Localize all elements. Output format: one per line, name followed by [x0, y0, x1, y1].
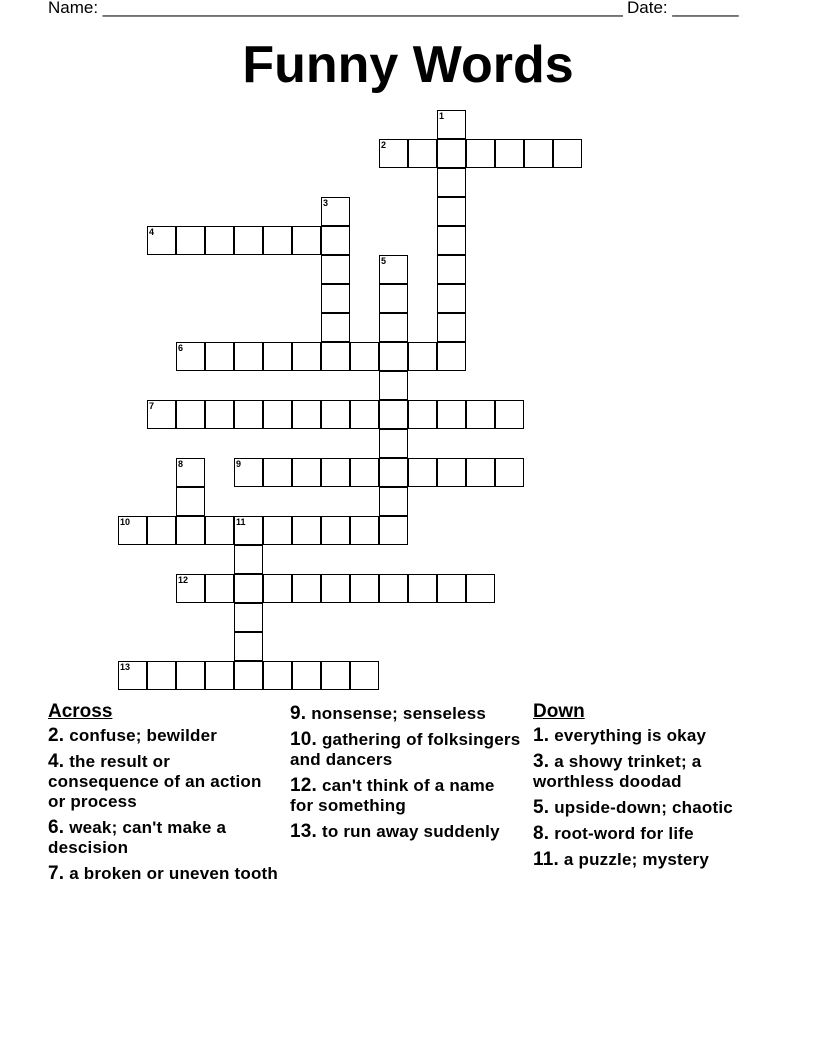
clue-text: the result or consequence of an action or process: [48, 752, 262, 811]
grid-cell[interactable]: [292, 574, 321, 603]
clue-number: 9.: [290, 703, 307, 724]
down-clue: [533, 798, 765, 818]
grid-cell[interactable]: [437, 226, 466, 255]
grid-cell[interactable]: [176, 342, 205, 371]
grid-cell[interactable]: [176, 458, 205, 487]
grid-cell[interactable]: [553, 139, 582, 168]
grid-cell[interactable]: [437, 255, 466, 284]
grid-cell[interactable]: [321, 226, 350, 255]
grid-cell[interactable]: [379, 139, 408, 168]
cell-number: 10: [120, 517, 131, 527]
clue-text: nonsense; senseless: [311, 704, 487, 723]
grid-cell[interactable]: [350, 574, 379, 603]
across-clue: [290, 776, 522, 816]
grid-cell[interactable]: [408, 342, 437, 371]
grid-cell[interactable]: [292, 400, 321, 429]
grid-cell[interactable]: [437, 110, 466, 139]
cell-number: 3: [323, 198, 329, 208]
grid-cell[interactable]: [321, 458, 350, 487]
clue-text: can't think of a name for something: [290, 776, 495, 815]
grid-cell[interactable]: [379, 516, 408, 545]
grid-cell[interactable]: [321, 516, 350, 545]
grid-cell[interactable]: [205, 342, 234, 371]
grid-cell[interactable]: [147, 661, 176, 690]
grid-cell[interactable]: [379, 313, 408, 342]
grid-cell[interactable]: [292, 226, 321, 255]
clue-number: 6.: [48, 817, 65, 838]
cell-number: 4: [149, 227, 155, 237]
grid-cell[interactable]: [234, 342, 263, 371]
clue-number: 2.: [48, 725, 65, 746]
puzzle-title: Funny Words: [242, 36, 574, 94]
grid-cell[interactable]: [408, 139, 437, 168]
clue-text: a puzzle; mystery: [563, 850, 710, 869]
grid-cell[interactable]: [234, 400, 263, 429]
clue-number: 8.: [533, 823, 550, 844]
down-clue-list: [533, 726, 765, 870]
grid-cell[interactable]: [118, 661, 147, 690]
grid-cell[interactable]: [495, 400, 524, 429]
clue-text: upside-down; chaotic: [554, 798, 733, 817]
grid-cell[interactable]: [379, 429, 408, 458]
grid-cell[interactable]: [234, 458, 263, 487]
grid-cell[interactable]: [292, 342, 321, 371]
down-column: [533, 700, 765, 876]
down-clue: [533, 850, 765, 870]
grid-cell[interactable]: [437, 284, 466, 313]
grid-cell[interactable]: [234, 603, 263, 632]
grid-cell[interactable]: [263, 661, 292, 690]
cell-number: 1: [439, 111, 445, 121]
cell-number: 7: [149, 401, 155, 411]
grid-cell[interactable]: [263, 226, 292, 255]
down-clue: [533, 824, 765, 844]
grid-cell[interactable]: [234, 632, 263, 661]
across-clue: [290, 822, 522, 842]
grid-cell[interactable]: [176, 574, 205, 603]
across-clue: [290, 704, 522, 724]
grid-cell[interactable]: [263, 574, 292, 603]
grid-cell[interactable]: [234, 516, 263, 545]
grid-cell[interactable]: [234, 574, 263, 603]
grid-cell[interactable]: [292, 458, 321, 487]
grid-cell[interactable]: [176, 516, 205, 545]
cell-number: 12: [178, 575, 189, 585]
grid-cell[interactable]: [205, 661, 234, 690]
grid-cell[interactable]: [379, 342, 408, 371]
grid-cell[interactable]: [321, 284, 350, 313]
clue-number: 3.: [533, 751, 550, 772]
clue-number: 12.: [290, 775, 318, 796]
grid-cell[interactable]: [466, 574, 495, 603]
grid-cell[interactable]: [234, 661, 263, 690]
grid-cell[interactable]: [437, 168, 466, 197]
grid-cell[interactable]: [321, 197, 350, 226]
clue-text: gathering of folksingers and dancers: [290, 730, 521, 769]
clue-number: 7.: [48, 863, 65, 884]
grid-cell[interactable]: [234, 226, 263, 255]
clue-number: 11.: [533, 849, 559, 870]
grid-cell[interactable]: [118, 516, 147, 545]
clue-text: weak; can't make a descision: [48, 818, 227, 857]
grid-cell[interactable]: [379, 458, 408, 487]
grid-cell[interactable]: [321, 661, 350, 690]
across-clue: [48, 752, 280, 812]
grid-cell[interactable]: [321, 255, 350, 284]
grid-cell[interactable]: [350, 342, 379, 371]
grid-cell[interactable]: [176, 400, 205, 429]
across-clue: [48, 818, 280, 858]
grid-cell[interactable]: [176, 487, 205, 516]
grid-cell[interactable]: [321, 400, 350, 429]
clue-text: a broken or uneven tooth: [69, 864, 279, 883]
grid-cell[interactable]: [437, 313, 466, 342]
grid-cell[interactable]: [466, 458, 495, 487]
grid-cell[interactable]: [495, 458, 524, 487]
grid-cell[interactable]: [437, 139, 466, 168]
grid-cell[interactable]: [437, 342, 466, 371]
grid-cell[interactable]: [205, 226, 234, 255]
grid-cell[interactable]: [379, 284, 408, 313]
across-clue: [48, 864, 280, 884]
cell-number: 8: [178, 459, 184, 469]
across-column-continued: [290, 704, 522, 848]
name-field-label: Name: _______________________________________________________: [48, 0, 623, 17]
grid-cell[interactable]: [292, 661, 321, 690]
grid-cell[interactable]: [263, 342, 292, 371]
grid-cell[interactable]: [205, 400, 234, 429]
grid-cell[interactable]: [524, 139, 553, 168]
across-clue: [290, 730, 522, 770]
grid-cell[interactable]: [437, 197, 466, 226]
across-clue-list-continued: [290, 704, 522, 842]
grid-cell[interactable]: [176, 226, 205, 255]
cell-number: 11: [236, 517, 246, 527]
grid-cell[interactable]: [437, 574, 466, 603]
grid-cell[interactable]: [379, 400, 408, 429]
grid-cell[interactable]: [205, 516, 234, 545]
grid-cell[interactable]: [350, 400, 379, 429]
grid-cell[interactable]: [263, 516, 292, 545]
across-clue-list: [48, 726, 280, 884]
across-clue: [48, 726, 280, 746]
grid-cell[interactable]: [437, 458, 466, 487]
grid-cell[interactable]: [350, 661, 379, 690]
clue-number: 5.: [533, 797, 550, 818]
clue-text: everything is okay: [554, 726, 707, 745]
date-field-label: Date: _______: [627, 0, 739, 17]
grid-cell[interactable]: [379, 487, 408, 516]
clue-text: a showy trinket; a worthless doodad: [533, 752, 702, 791]
grid-cell[interactable]: [321, 313, 350, 342]
clue-text: confuse; bewilder: [69, 726, 218, 745]
grid-cell[interactable]: [205, 574, 234, 603]
clue-number: 1.: [533, 725, 550, 746]
grid-cell[interactable]: [437, 400, 466, 429]
cell-number: 5: [381, 256, 387, 266]
cell-number: 9: [236, 459, 242, 469]
down-clue: [533, 726, 765, 746]
down-clue: [533, 752, 765, 792]
grid-cell[interactable]: [263, 458, 292, 487]
grid-cell[interactable]: [466, 139, 495, 168]
clue-number: 4.: [48, 751, 65, 772]
grid-cell[interactable]: [147, 400, 176, 429]
cell-number: 13: [120, 662, 131, 672]
grid-cell[interactable]: [263, 400, 292, 429]
grid-cell[interactable]: [350, 458, 379, 487]
grid-cell[interactable]: [234, 545, 263, 574]
grid-cell[interactable]: [147, 226, 176, 255]
grid-cell[interactable]: [147, 516, 176, 545]
across-column: [48, 700, 280, 890]
grid-cell[interactable]: [350, 516, 379, 545]
clue-text: to run away suddenly: [321, 822, 500, 841]
grid-cell[interactable]: [292, 516, 321, 545]
grid-cell[interactable]: [321, 574, 350, 603]
grid-cell[interactable]: [321, 342, 350, 371]
cell-number: 2: [381, 140, 387, 150]
grid-cell[interactable]: [495, 139, 524, 168]
grid-cell[interactable]: [408, 458, 437, 487]
grid-cell[interactable]: [176, 661, 205, 690]
grid-cell[interactable]: [408, 400, 437, 429]
down-heading: Down: [533, 701, 585, 722]
clue-number: 10.: [290, 729, 318, 750]
grid-cell[interactable]: [379, 255, 408, 284]
grid-cell[interactable]: [379, 574, 408, 603]
across-heading: Across: [48, 701, 113, 722]
grid-cell[interactable]: [379, 371, 408, 400]
grid-cell[interactable]: [466, 400, 495, 429]
cell-number: 6: [178, 343, 184, 353]
grid-cell[interactable]: [408, 574, 437, 603]
clue-text: root-word for life: [554, 824, 694, 843]
clue-number: 13.: [290, 821, 318, 842]
